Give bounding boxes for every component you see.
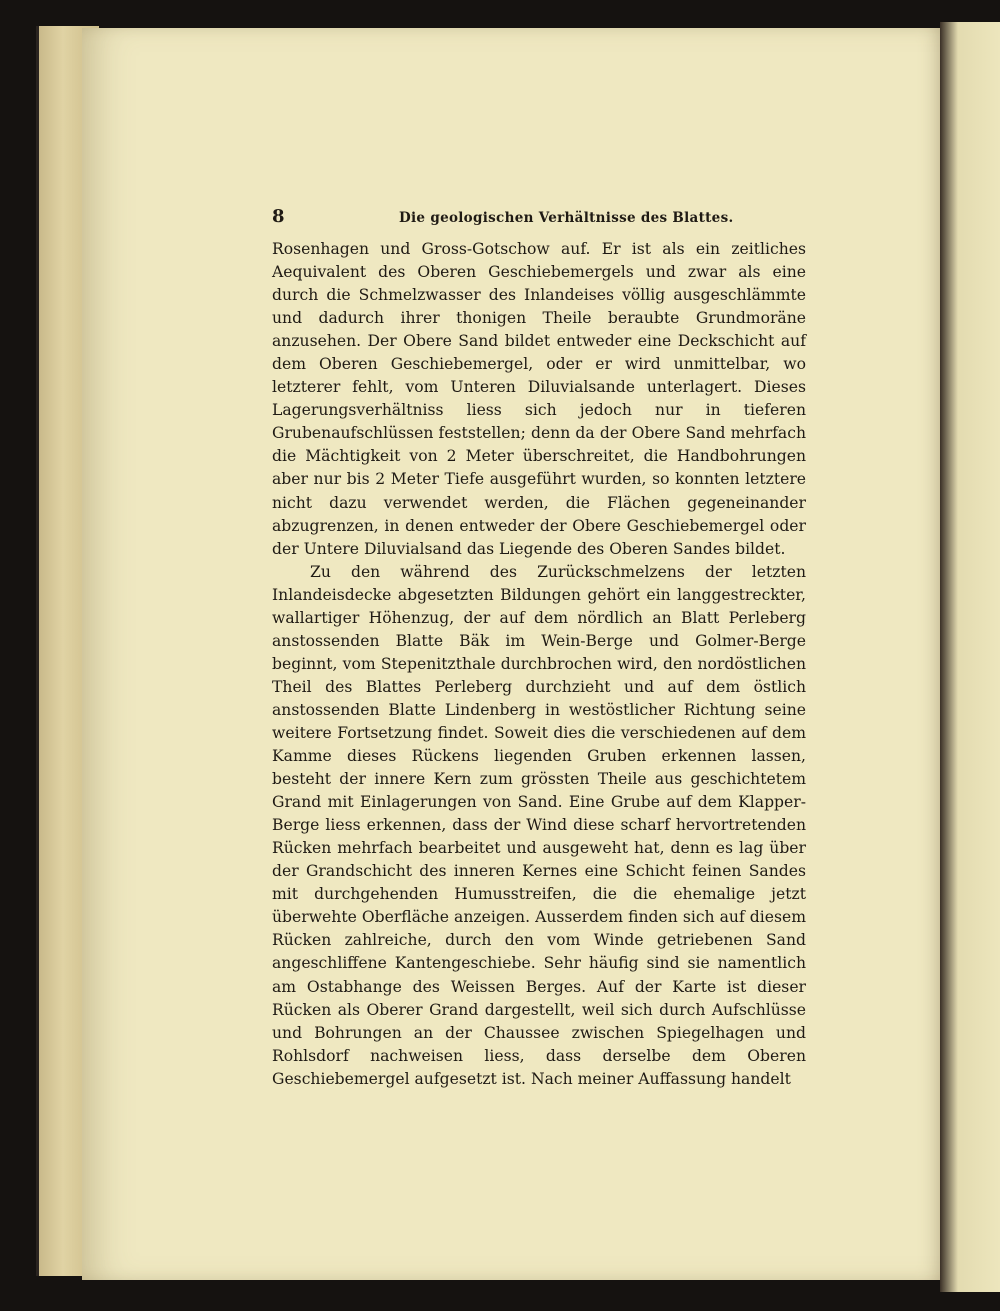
paragraph: Rosenhagen und Gross-Gotschow auf. Er ist als ein zeitliches Aequivalent des Oberen Geschiebemergels und zwar als eine durch die Schmelzwasser des Inlandeises völlig ausgeschlämmte und dadurch ihrer thonigen Theile beraubte Grundmoräne anzusehen. Der Obere Sand bildet entweder eine Deckschicht auf dem Oberen Geschiebemergel, oder er wird unmittelbar, wo letzterer fehlt, vom Unteren Diluvialsande unterlagert. Dieses Lagerungsverhältniss liess sich jedoch nur in tieferen Grubenaufschlüssen feststellen; denn da der Obere Sand mehrfach die Mächtigkeit von 2 Meter überschreitet, die Handbohrungen aber nur bis 2 Meter Tiefe ausgeführt wurden, so konnten letztere nicht dazu verwendet werden, die Flächen gegeneinander abzugrenzen, in denen entweder der Obere Geschiebemergel oder der Untere Diluvialsand das Liegende des Oberen Sandes bildet. [272,240,806,558]
page-content [272,206,806,1091]
paragraph: Zu den während des Zurückschmelzens der letzten Inlandeisdecke abgesetzten Bildungen gehört ein langgestreckter, wallartiger Höhenzug, der auf dem nördlich an Blatt Perleberg anstossenden Blatte Bäk im Wein-Berge und Golmer-Berge beginnt, vom Stepenitzthale durchbrochen wird, den nordöstlichen Theil des Blattes Perleberg durchzieht und auf dem östlich anstossenden Blatte Lindenberg in westöstlicher Richtung seine weitere Fortsetzung findet. Soweit dies die verschiedenen auf dem Kamme dieses Rückens liegenden Gruben erkennen lassen, besteht der innere Kern zum grössten Theile aus geschichtetem Grand mit Einlagerungen von Sand. Eine Grube auf dem Klapper-Berge liess erkennen, dass der Wind diese scharf hervortretenden Rücken mehrfach bearbeitet und ausgeweht hat, denn es lag über der Grandschicht des inneren Kernes eine Schicht feinen Sandes mit durchgehenden Humusstreifen, die die ehemalige jetzt überwehte Oberfläche anzeigen. Ausserdem finden sich auf diesem Rücken zahlreiche, durch den vom Winde getriebenen Sand angeschliffene Kantengeschiebe. Sehr häufig sind sie namentlich am Ostabhange des Weissen Berges. Auf der Karte ist dieser Rücken als Oberer Grand dargestellt, weil sich durch Aufschlüsse und Bohrungen an der Chaussee zwischen Spiegelhagen und Rohlsdorf nachweisen liess, dass derselbe dem Oberen Geschiebemergel aufgesetzt ist. Nach meiner Auffassung handelt [272,562,806,1088]
running-head [272,206,806,232]
facing-page-edge [940,22,1000,1292]
running-head-title: Die geologischen Verhältnisse des Blattes. [399,210,734,226]
book-page [82,28,940,1280]
body-text [272,238,806,1091]
page-number: 8 [272,206,285,227]
